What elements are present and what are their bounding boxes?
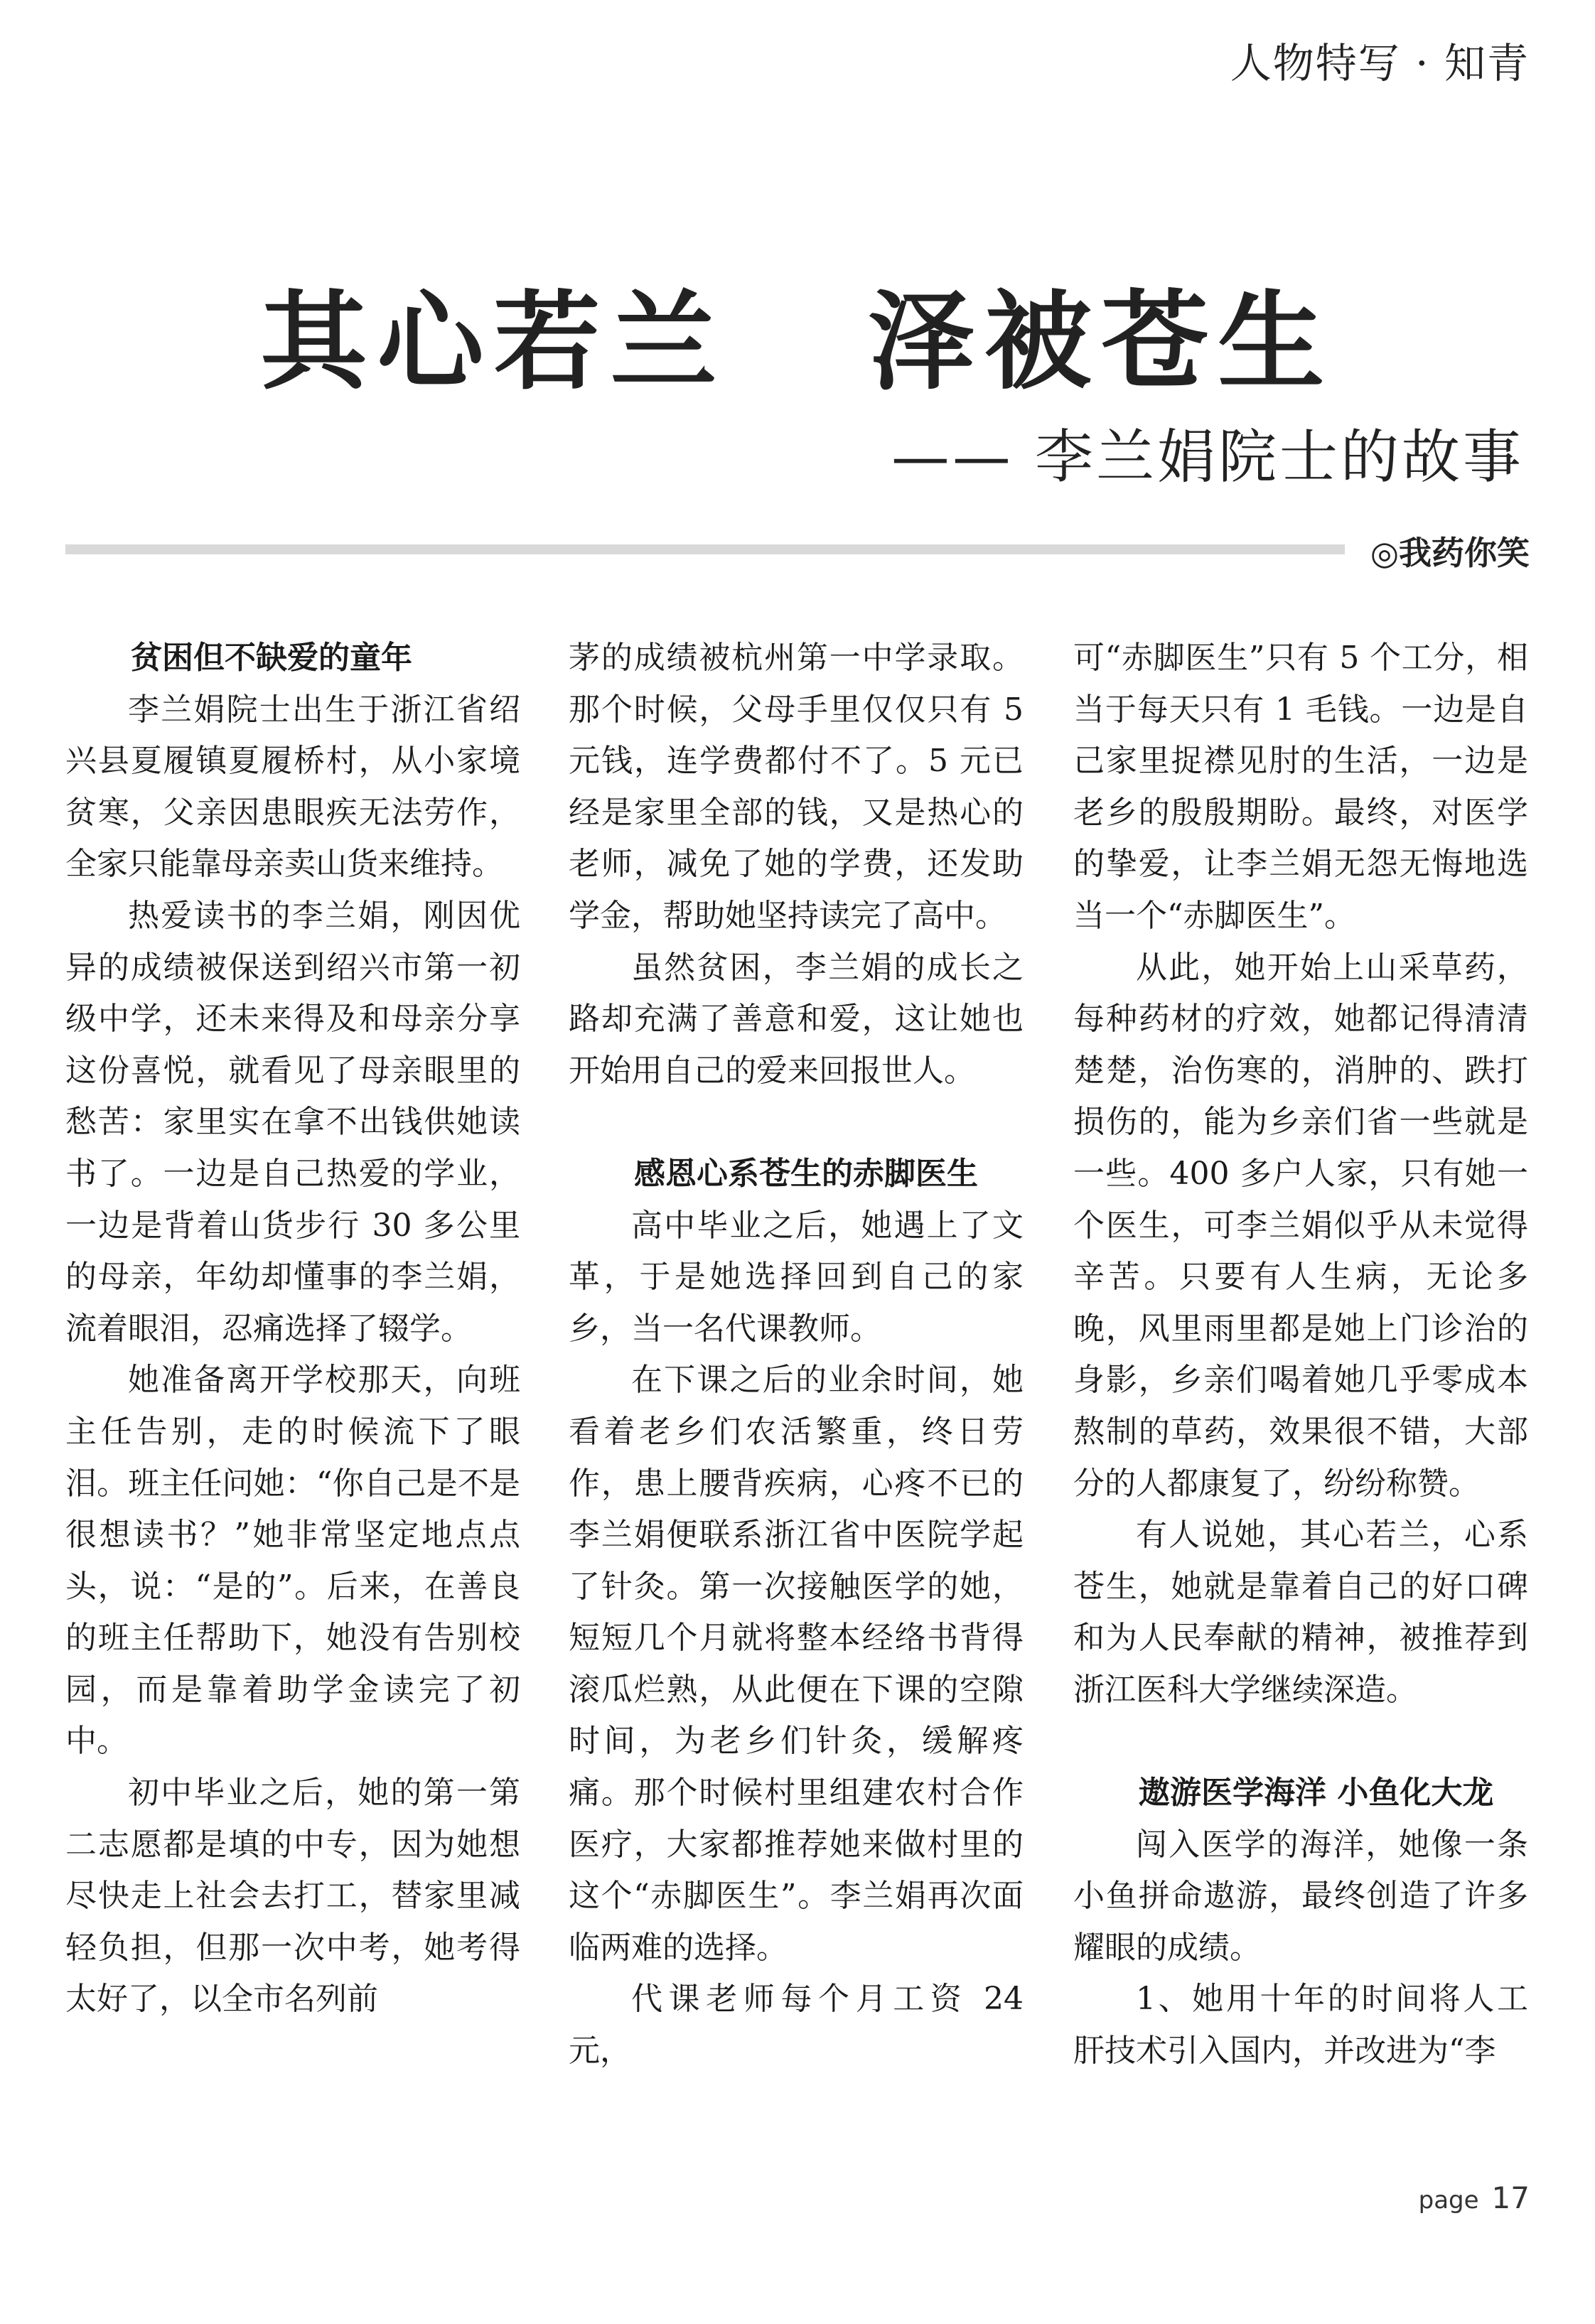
title-divider (65, 544, 1345, 554)
paragraph: 可“赤脚医生”只有 5 个工分，相当于每天只有 1 毛钱。一边是自己家里捉襟见肘的生活，一边是老乡的殷殷期盼。最终，对医学的挚爱，让李兰娟无怨无悔地选当一个“赤脚医生”。 (1073, 640, 1528, 934)
paragraph: 高中毕业之后，她遇上了文革，于是她选择回到自己的家乡，当一名代课教师。 (569, 1207, 1024, 1347)
text-column-2 (569, 633, 1024, 2077)
page-word: page (1418, 2186, 1479, 2215)
section-heading: 感恩心系苍生的赤脚医生 (634, 1155, 978, 1192)
paragraph: 从此，她开始上山采草药，每种药材的疗效，她都记得清清楚楚，治伤寒的，消肿的、跌打损伤的，能为乡亲们省一些就是一些。400 多户人家，只有她一个医生，可李兰娟似乎从未觉得辛苦。只要有人生病，无论多晚，风里雨里都是她上门诊治的身影，乡亲们喝着她几乎零成本熬制的草药，效果很不错，大部分的人都康复了，纷纷称赞。 (1073, 949, 1528, 1502)
paragraph: 代课老师每个月工资 24 元， (569, 1981, 1024, 2070)
paragraph: 她准备离开学校那天，向班主任告别，走的时候流下了眼泪。班主任问她：“你自己是不是很想读书？”她非常坚定地点点头，说：“是的”。后来，在善良的班主任帮助下，她没有告别校园，而是靠着助学金读完了初中。 (65, 1362, 520, 1760)
section-heading: 贫困但不缺爱的童年 (131, 640, 412, 676)
page-number-value: 17 (1491, 2180, 1530, 2215)
paragraph: 虽然贫困，李兰娟的成长之路却充满了善意和爱，这让她也开始用自己的爱来回报世人。 (569, 949, 1024, 1089)
paragraph: 初中毕业之后，她的第一第二志愿都是填的中专，因为她想尽快走上社会去打工，替家里减轻负担，但那一次中考，她考得太好了，以全市名列前 (65, 1775, 520, 2018)
section-heading: 遨游医学海洋 小鱼化大龙 (1139, 1775, 1494, 1812)
text-column-1 (65, 633, 520, 2026)
paragraph: 茅的成绩被杭州第一中学录取。那个时候，父母手里仅仅只有 5 元钱，连学费都付不了。5 元已经是家里全部的钱，又是热心的老师，减免了她的学费，还发助学金，帮助她坚持读完了高中。 (569, 640, 1024, 934)
section-tag: 人物特写 · 知青 (1230, 39, 1530, 87)
article-subtitle: —— 李兰娟院士的故事 (891, 424, 1524, 491)
paragraph: 1、她用十年的时间将人工肝技术引入国内，并改进为“李 (1073, 1981, 1528, 2070)
page-number (1419, 2180, 1530, 2215)
paragraph: 闯入医学的海洋，她像一条小鱼拼命遨游，最终创造了许多耀眼的成绩。 (1073, 1826, 1528, 1966)
paragraph: 李兰娟院士出生于浙江省绍兴县夏履镇夏履桥村，从小家境贫寒，父亲因患眼疾无法劳作，全家只能靠母亲卖山货来维持。 (65, 691, 520, 883)
author-byline: ◎我药你笑 (1370, 534, 1530, 572)
paragraph: 有人说她，其心若兰，心系苍生，她就是靠着自己的好口碑和为人民奉献的精神，被推荐到浙江医科大学继续深造。 (1073, 1517, 1528, 1708)
article-title: 其心若兰 泽被苍生 (260, 281, 1335, 404)
paragraph: 在下课之后的业余时间，她看着老乡们农活繁重，终日劳作，患上腰背疾病，心疼不已的李兰娟便联系浙江省中医院学起了针灸。第一次接触医学的她，短短几个月就将整本经络书背得滚瓜烂熟，从此便在下课的空隙时间，为老乡们针灸，缓解疼痛。那个时候村里组建农村合作医疗，大家都推荐她来做村里的这个“赤脚医生”。李兰娟再次面临两难的选择。 (569, 1362, 1024, 1966)
text-column-3 (1073, 633, 1528, 2077)
paragraph: 热爱读书的李兰娟，刚因优异的成绩被保送到绍兴市第一初级中学，还未来得及和母亲分享这份喜悦，就看见了母亲眼里的愁苦：家里实在拿不出钱供她读书了。一边是自己热爱的学业，一边是背着山货步行 30 多公里的母亲，年幼却懂事的李兰娟，流着眼泪，忍痛选择了辍学。 (65, 897, 520, 1347)
